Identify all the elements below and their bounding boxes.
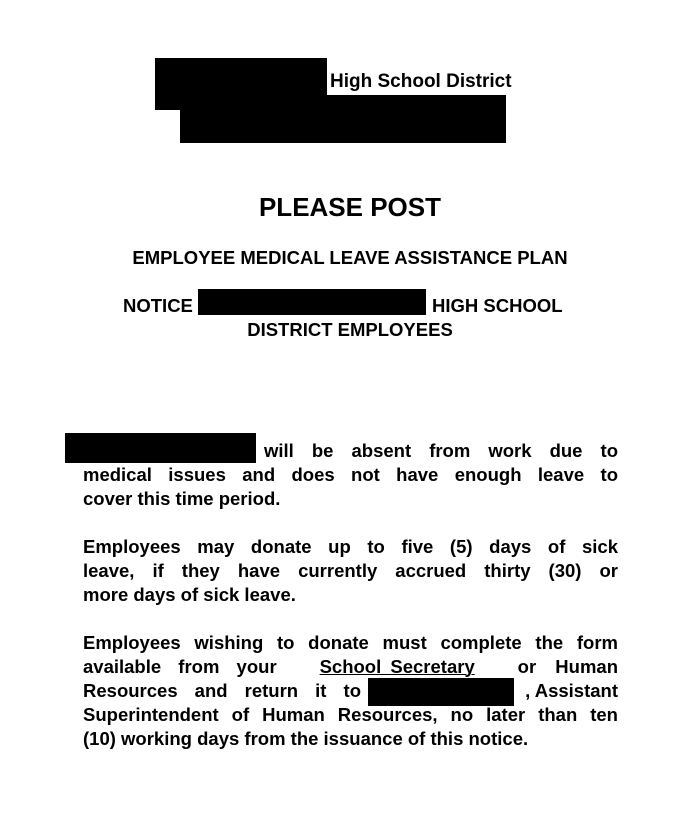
p3-line3-end: , Assistant bbox=[525, 680, 618, 701]
p3-line1: Employees wishing to donate must complete the form bbox=[83, 632, 618, 653]
notice-suffix: HIGH SCHOOL bbox=[432, 295, 563, 316]
p1-line2: medical issues and does not have enough leave to bbox=[83, 464, 618, 485]
redaction-hr-name bbox=[368, 678, 514, 706]
school-secretary-text: School Secretary bbox=[319, 656, 475, 677]
redaction-notice-recipient bbox=[198, 289, 426, 315]
p3-line4: Superintendent of Human Resources, no later than ten bbox=[83, 704, 618, 725]
notice-line2: DISTRICT EMPLOYEES bbox=[247, 319, 453, 340]
plan-subtitle: EMPLOYEE MEDICAL LEAVE ASSISTANCE PLAN bbox=[132, 247, 568, 268]
p3-line2 bbox=[83, 655, 618, 679]
p3-line2-end: or Human bbox=[517, 656, 618, 677]
p1-line1: will be absent from work due to bbox=[264, 440, 618, 461]
p1-line3: cover this time period. bbox=[83, 488, 281, 509]
p2-line3: more days of sick leave. bbox=[83, 584, 296, 605]
p2-line2: leave, if they have currently accrued thirty (30) or bbox=[83, 560, 618, 581]
p3-line2-start: available from your bbox=[83, 656, 277, 677]
district-name-suffix: High School District bbox=[330, 71, 512, 92]
p3-line3-start: Resources and return it to bbox=[83, 680, 361, 701]
p3-line5: (10) working days from the issuance of this notice. bbox=[83, 728, 529, 749]
page-title: PLEASE POST bbox=[258, 192, 442, 222]
notice-prefix: NOTICE bbox=[123, 295, 193, 316]
redaction-employee-name bbox=[65, 433, 256, 463]
redaction-district-address bbox=[180, 95, 506, 143]
p2-line1: Employees may donate up to five (5) days of sick bbox=[83, 536, 618, 557]
